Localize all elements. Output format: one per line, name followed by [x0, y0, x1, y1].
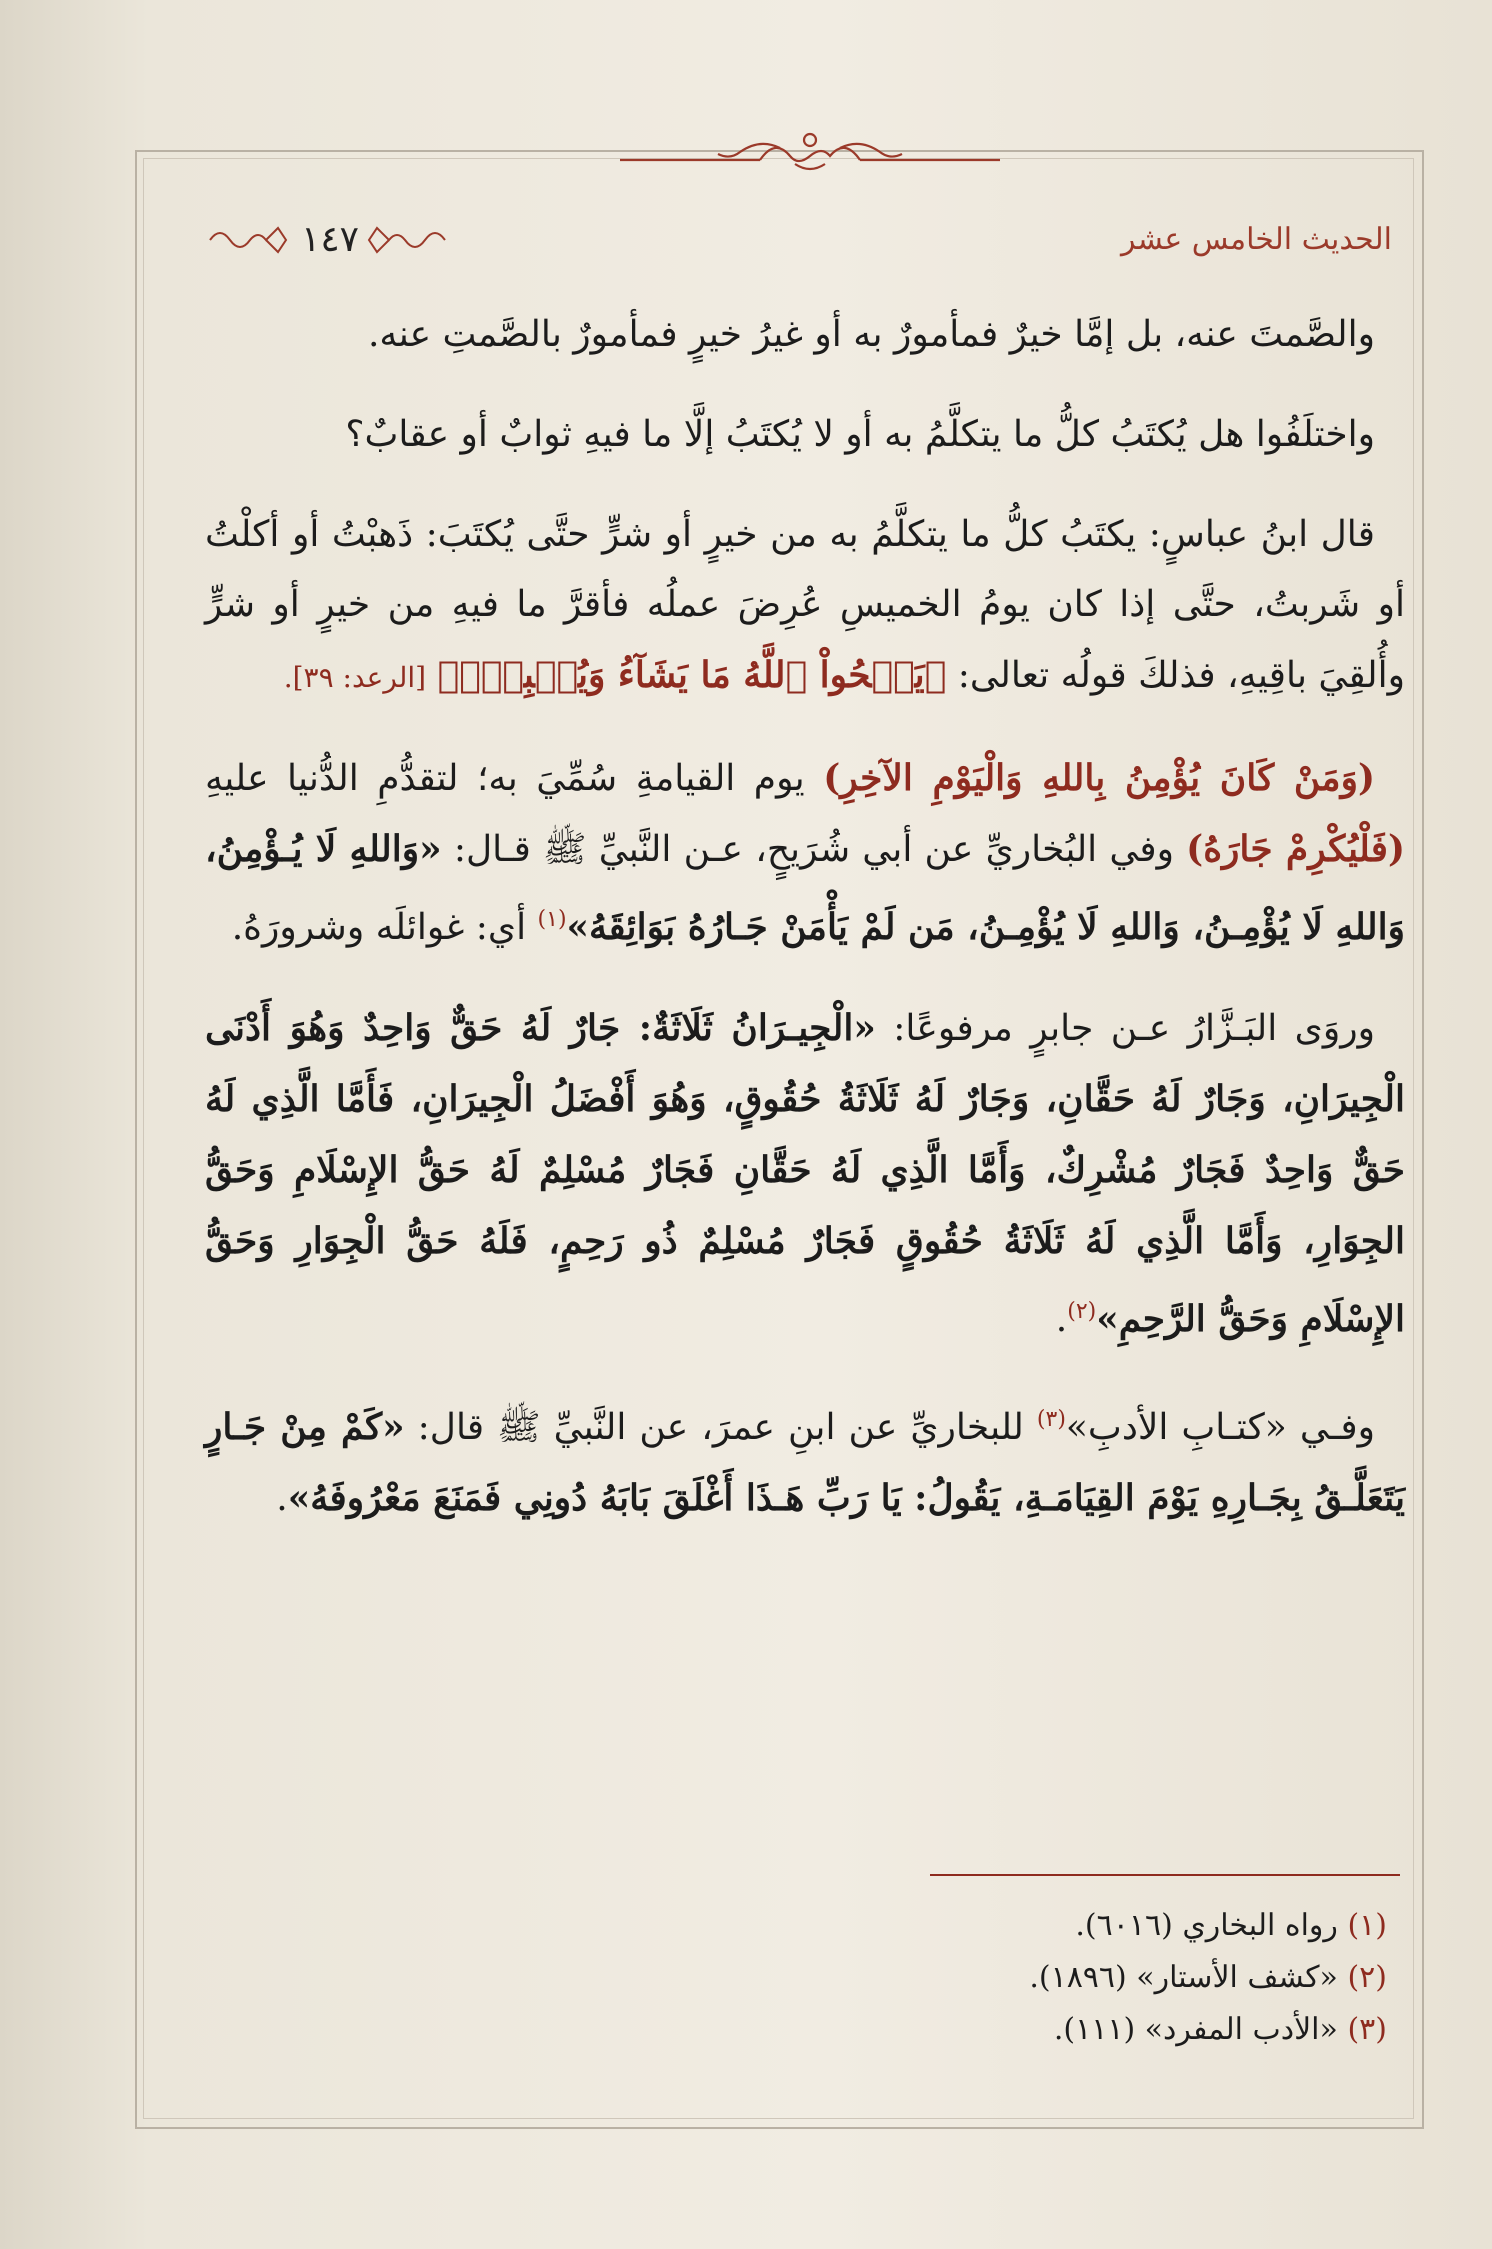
paragraph-text: وروَى البَـزَّارُ عـن جابرٍ مرفوعًا:	[893, 1008, 1376, 1049]
paragraph-end: .	[1055, 1299, 1068, 1340]
page-number: ١٤٧	[300, 219, 359, 260]
footnote-item	[587, 1952, 1387, 2004]
paragraph-text: والصَّمتَ عنه، بل إمَّا خيرٌ فمأمورٌ به أو غيرُ خيرٍ فمأمورٌ بالصَّمتِ عنه.	[367, 314, 1375, 355]
footnote-number: (٢)	[1347, 1960, 1387, 1995]
paragraph-text: وفـي «كتـابِ الأدبِ»	[1065, 1407, 1375, 1448]
paragraph	[205, 500, 1405, 713]
footnote-text: «كشف الأستار» (١٨٩٦).	[1029, 1960, 1338, 1995]
hadith-text: «الْجِيـرَانُ ثَلَاثَةٌ: جَارٌ لَهُ حَقٌّ وَاحِدٌ وَهُوَ أَدْنَى الْجِيرَانِ، وَجَارٌ لَهُ حَقَّانِ، وَجَارٌ لَهُ ثَلَاثَةُ حُقُوقٍ، وَهُوَ أَفْضَلُ الْجِيرَانِ، فَأَمَّا الَّذِي لَهُ حَقٌّ وَاحِدٌ فَجَارٌ مُشْرِكٌ، وَأَمَّا الَّذِي لَهُ حَقَّانِ فَجَارٌ مُسْلِمٌ لَهُ حَقُّ الإِسْلَامِ وَحَقُّ الجِوَارِ، وَأَمَّا الَّذِي لَهُ ثَلَاثَةُ حُقُوقٍ فَجَارٌ مُسْلِمٌ ذُو رَحِمٍ، فَلَهُ حَقُّ الْجِوَارِ وَحَقُّ الإِسْلَامِ وَحَقُّ الرَّحِمِ»	[205, 1007, 1405, 1340]
running-header-title: الحديث الخامس عشر	[1121, 222, 1392, 257]
verse-reference: [الرعد: ٣٩].	[283, 661, 427, 694]
footnote-number: (٣)	[1347, 2012, 1387, 2047]
main-text	[205, 300, 1405, 1564]
paragraph	[205, 400, 1405, 470]
footnote-marker[interactable]: (١)	[537, 907, 567, 932]
paragraph-text: يوم القيامةِ سُمِّيَ به؛ لتقدُّمِ الدُّنيا عليهِ	[205, 758, 805, 799]
footnote-item	[587, 2004, 1387, 2056]
footnote-number: (١)	[1347, 1908, 1387, 1943]
paragraph-text: وفي البُخاريِّ عن أبي شُرَيحٍ، عـن النَّبيِّ ﷺ قـال:	[453, 829, 1174, 870]
quran-verse: ﴿يَمۡحُواْ ٱللَّهُ مَا يَشَآءُ وَيُثۡبِتُۖ﴾	[437, 654, 947, 696]
footnote-text: رواه البخاري (٦٠١٦).	[1075, 1908, 1338, 1943]
paragraph-text: قال ابنُ عباسٍ: يكتَبُ كلُّ ما يتكلَّمُ به من خيرٍ أو شرٍّ حتَّى يُكتَبَ: ذَهبْتُ أو أكلْتُ أو شَربتُ، حتَّى إذا كان يومُ الخميسِ عُرِضَ عملُه فأقرَّ ما فيهِ من خيرٍ أو شرٍّ وأُلقِيَ باقِيهِ، فذلكَ قولُه تعالى:	[205, 514, 1405, 696]
top-flourish-icon	[610, 118, 1010, 182]
footnote-text: «الأدب المفرد» (١١١).	[1053, 2012, 1338, 2047]
paragraph	[205, 300, 1405, 370]
footnote-item	[587, 1900, 1387, 1952]
paragraph-end: .	[276, 1478, 288, 1519]
hadith-quote: (فَلْيُكْرِمْ جَارَهُ)	[1186, 828, 1405, 870]
hadith-text: «وَاللهِ لَا يُـؤْمِنُ، وَاللهِ لَا يُؤْمِـنُ، وَاللهِ لَا يُؤْمِـنُ، مَن لَمْ يَأْمَنْ جَـارُهُ بَوَائِقَهُ»	[205, 828, 1405, 948]
hadith-quote: (وَمَنْ كَانَ يُؤْمِنُ بِاللهِ وَالْيَوْمِ الآخِرِ)	[823, 757, 1375, 799]
paragraph-text: واختلَفُوا هل يُكتَبُ كلُّ ما يتكلَّمُ به أو لا يُكتَبُ إلَّا ما فيهِ ثوابٌ أو عقابٌ؟	[345, 414, 1375, 455]
paragraph-text: للبخاريِّ عن ابنِ عمرَ، عن النَّبيِّ ﷺ قال:	[417, 1407, 1024, 1448]
footnote-marker[interactable]: (٢)	[1067, 1299, 1097, 1324]
footnotes	[587, 1900, 1387, 2056]
paragraph-text: أي: غوائلَه وشرورَهُ.	[231, 907, 527, 948]
hadith-text: «كَمْ مِنْ جَـارٍ يَتَعَلَّـقُ بِجَـارِهِ يَوْمَ القِيَامَـةِ، يَقُولُ: يَا رَبِّ هَـذَا أَغْلَقَ بَابَهُ دُونِي فَمَنَعَ مَعْرُوفَهُ»	[205, 1406, 1405, 1519]
paragraph	[205, 743, 1405, 963]
paragraph	[205, 993, 1405, 1355]
paragraph	[205, 1385, 1405, 1534]
footnote-marker[interactable]: (٣)	[1036, 1407, 1066, 1432]
footnote-divider	[930, 1874, 1400, 1876]
